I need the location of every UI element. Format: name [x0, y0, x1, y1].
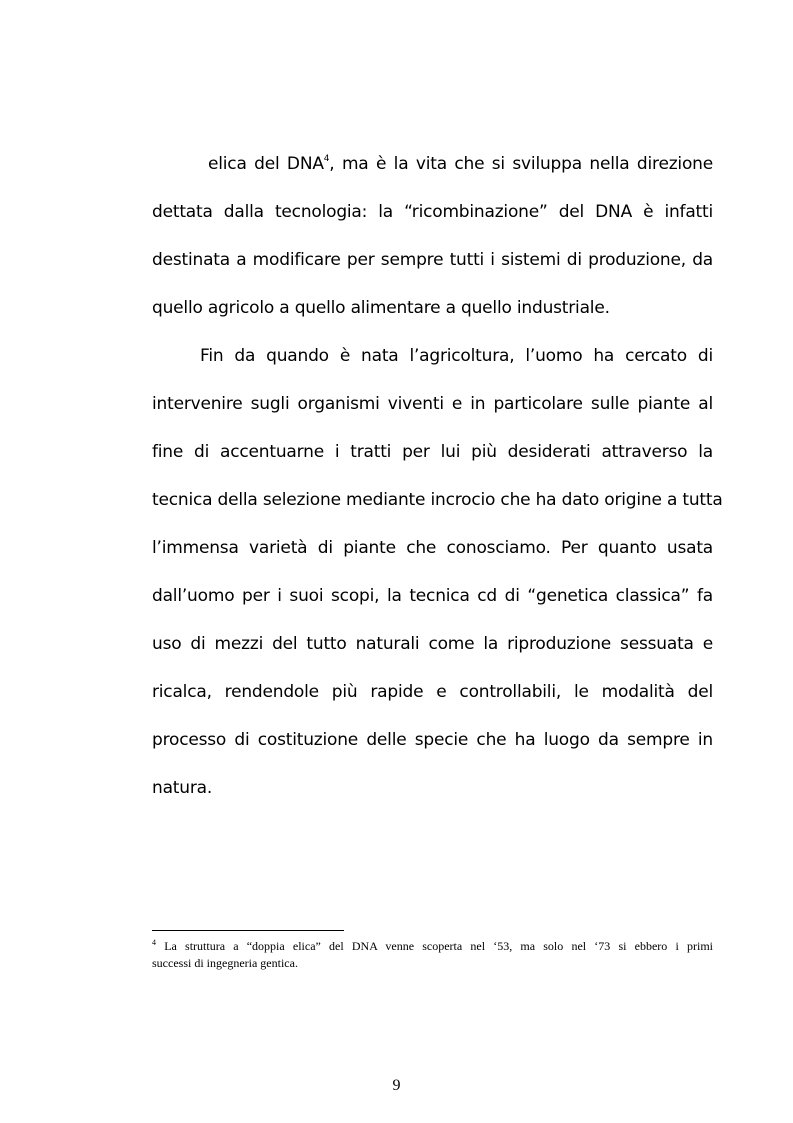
footnote-separator	[152, 930, 344, 931]
text-line: destinata a modificare per sempre tutti i sistemi di produzione, da	[152, 250, 713, 270]
text-line: uso di mezzi del tutto naturali come la riproduzione sessuata e	[152, 634, 713, 654]
footnote-number: 4	[152, 938, 156, 947]
text-line: elica del DNA$^4$, ma è la vita che si sviluppa nella direzione	[208, 154, 713, 174]
footnote-reference: 4	[323, 154, 330, 165]
text-line: dall’uomo per i suoi scopi, la tecnica cd di “genetica classica” fa	[152, 586, 713, 606]
footnote-line: successi di ingegneria gentica.	[152, 956, 298, 970]
text-line: l’immensa varietà di piante che conosciamo. Per quanto usata	[152, 538, 713, 558]
page-number: 9	[392, 1077, 401, 1094]
text-line: Fin da quando è nata l’agricoltura, l’uomo ha cercato di	[200, 346, 713, 366]
text-line: processo di costituzione delle specie che ha luogo da sempre in	[152, 730, 713, 750]
text-line: ricalca, rendendole più rapide e controllabili, le modalità del	[152, 682, 713, 702]
text-line: fine di accentuarne i tratti per lui più desiderati attraverso la	[152, 442, 713, 462]
text-line: intervenire sugli organismi viventi e in particolare sulle piante al	[152, 394, 713, 414]
text-line: quello agricolo a quello alimentare a quello industriale.	[152, 298, 610, 318]
text-line: tecnica della selezione mediante incrocio che ha dato origine a tutta	[152, 490, 723, 510]
text-line: natura.	[152, 778, 213, 798]
footnote-line: $^4$ La struttura a “doppia elica” del DNA venne scoperta nel ‘53, ma solo nel ‘73 si ebbero i primi	[152, 938, 713, 953]
text-line: dettata dalla tecnologia: la “ricombinazione” del DNA è infatti	[152, 202, 713, 222]
